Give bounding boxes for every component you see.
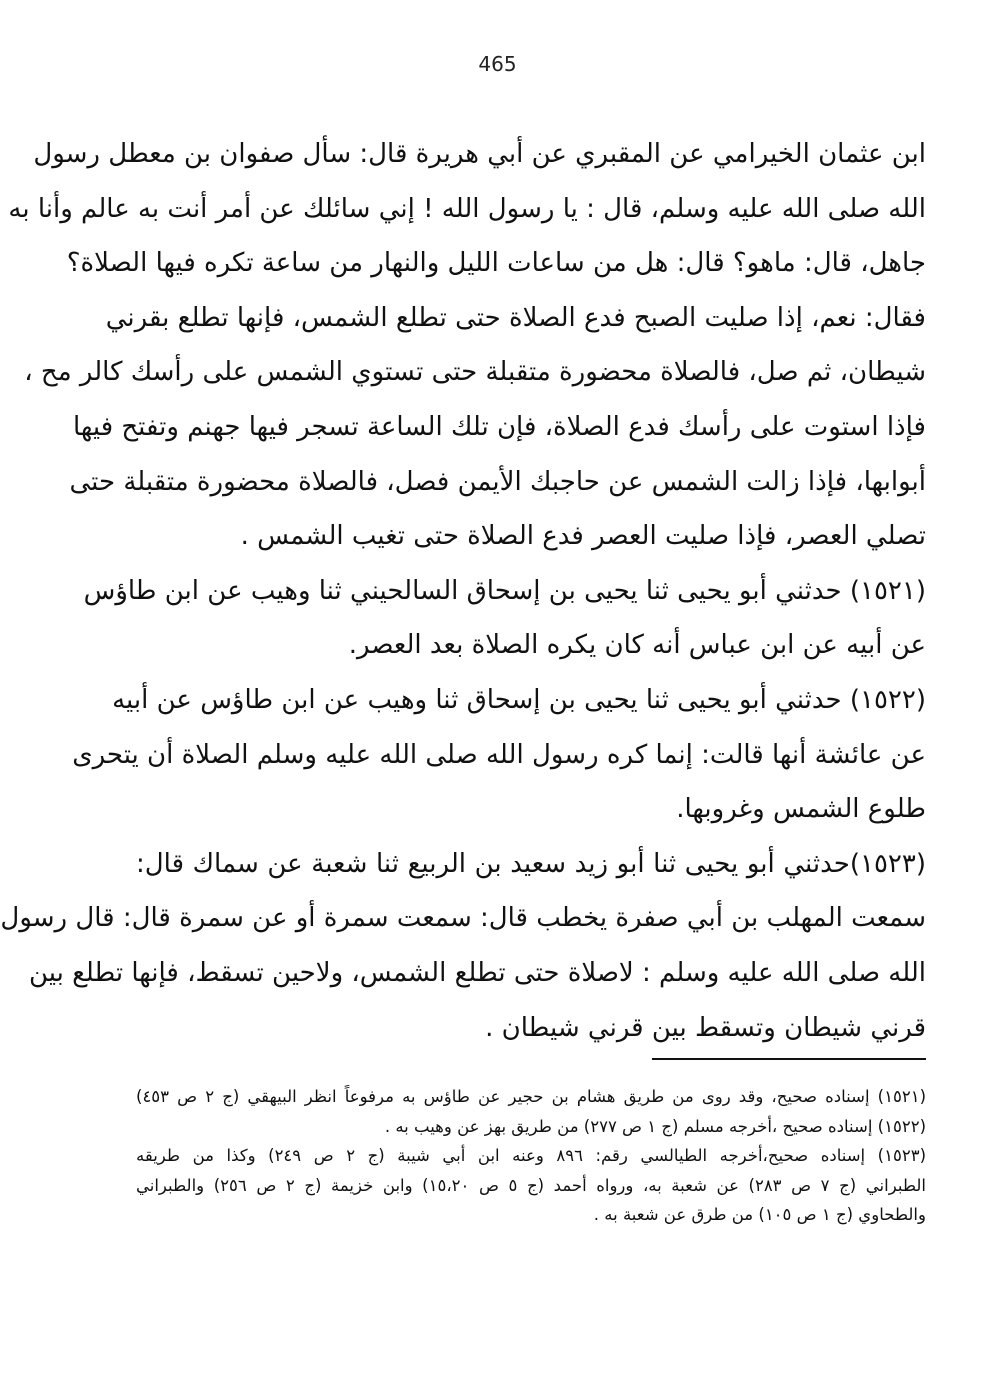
hadith-1521-line: (١٥٢١) حدثني أبو يحيى ثنا يحيى بن إسحاق السالحيني ثنا وهيب عن ابن طاؤس xyxy=(83,575,926,606)
main-text-body xyxy=(0,127,926,1055)
text-line: تصلي العصر، فإذا صليت العصر فدع الصلاة حتى تغيب الشمس . xyxy=(240,521,926,552)
text-line: فإذا استوت على رأسك فدع الصلاة، فإن تلك الساعة تسجر فيها جهنم وتفتح فيها xyxy=(72,411,926,442)
page-number: 465 xyxy=(478,52,517,76)
hadith-1522-line: عن عائشة أنها قالت: إنما كره رسول الله صلى الله عليه وسلم الصلاة أن يتحرى xyxy=(72,739,926,770)
hadith-1521-line: عن أبيه عن ابن عباس أنه كان يكره الصلاة بعد العصر. xyxy=(348,630,926,661)
text-line: جاهل، قال: ماهو؟ قال: هل من ساعات الليل والنهار من ساعة تكره فيها الصلاة؟ xyxy=(66,248,926,279)
footnote-separator xyxy=(652,1058,926,1060)
hadith-1523-line: (١٥٢٣)حدثني أبو يحيى ثنا أبو زيد سعيد بن الربيع ثنا شعبة عن سماك قال: xyxy=(136,848,926,879)
footnote-1522: (١٥٢٢) إسناده صحيح ،أخرجه مسلم (ج ١ ص ٢٧٧) من طريق بهز عن وهيب به . xyxy=(384,1116,926,1136)
text-line: شيطان، ثم صل، فالصلاة محضورة متقبلة حتى تستوي الشمس على رأسك كالر مح ، xyxy=(24,357,926,388)
text-line: ابن عثمان الخيرامي عن المقبري عن أبي هريرة قال: سأل صفوان بن معطل رسول xyxy=(33,139,926,169)
footnote-1523-line: (١٥٢٣) إسناده صحيح،أخرجه الطيالسي رقم: ٨٩٦ وعنه ابن أبي شيبة (ج ٢ ص ٢٤٩) وكذا من طريقه xyxy=(136,1146,926,1165)
footnotes xyxy=(136,1082,926,1230)
text-line: أبوابها، فإذا زالت الشمس عن حاجبك الأيمن فصل، فالصلاة محضورة متقبلة حتى xyxy=(69,466,926,497)
footnote-1521: (١٥٢١) إسناده صحيح، وقد روى من طريق هشام بن حجير عن طاؤس به مرفوعاً انظر البيهقي (ج ٢ ص ٤٥٣) xyxy=(136,1087,926,1106)
text-line: فقال: نعم، إذا صليت الصبح فدع الصلاة حتى تطلع الشمس، فإنها تطلع بقرني xyxy=(105,302,926,333)
footnote-1523-line: والطحاوي (ج ١ ص ١٠٥) من طرق عن شعبة به . xyxy=(593,1205,926,1224)
hadith-1523-line: الله صلى الله عليه وسلم : لاصلاة حتى تطلع الشمس، ولاحين تسقط، فإنها تطلع بين xyxy=(28,957,926,988)
hadith-1522-line: طلوع الشمس وغروبها. xyxy=(676,794,926,825)
hadith-1523-line: سمعت المهلب بن أبي صفرة يخطب قال: سمعت سمرة أو عن سمرة قال: قال رسول xyxy=(0,903,926,934)
hadith-1523-line: قرني شيطان وتسقط بين قرني شيطان . xyxy=(485,1012,926,1043)
footnote-1523-line: الطبراني (ج ٧ ص ٢٨٣) عن شعبة به، ورواه أحمد (ج ٥ ص ١٥،٢٠) وابن خزيمة (ج ٢ ص ٢٥٦) والطبراني xyxy=(136,1175,926,1195)
hadith-1522-line: (١٥٢٢) حدثني أبو يحيى ثنا يحيى بن إسحاق ثنا وهيب عن ابن طاؤس عن أبيه xyxy=(112,684,926,715)
text-line: الله صلى الله عليه وسلم، قال : يا رسول الله ! إني سائلك عن أمر أنت به عالم وأنا به xyxy=(8,193,926,224)
